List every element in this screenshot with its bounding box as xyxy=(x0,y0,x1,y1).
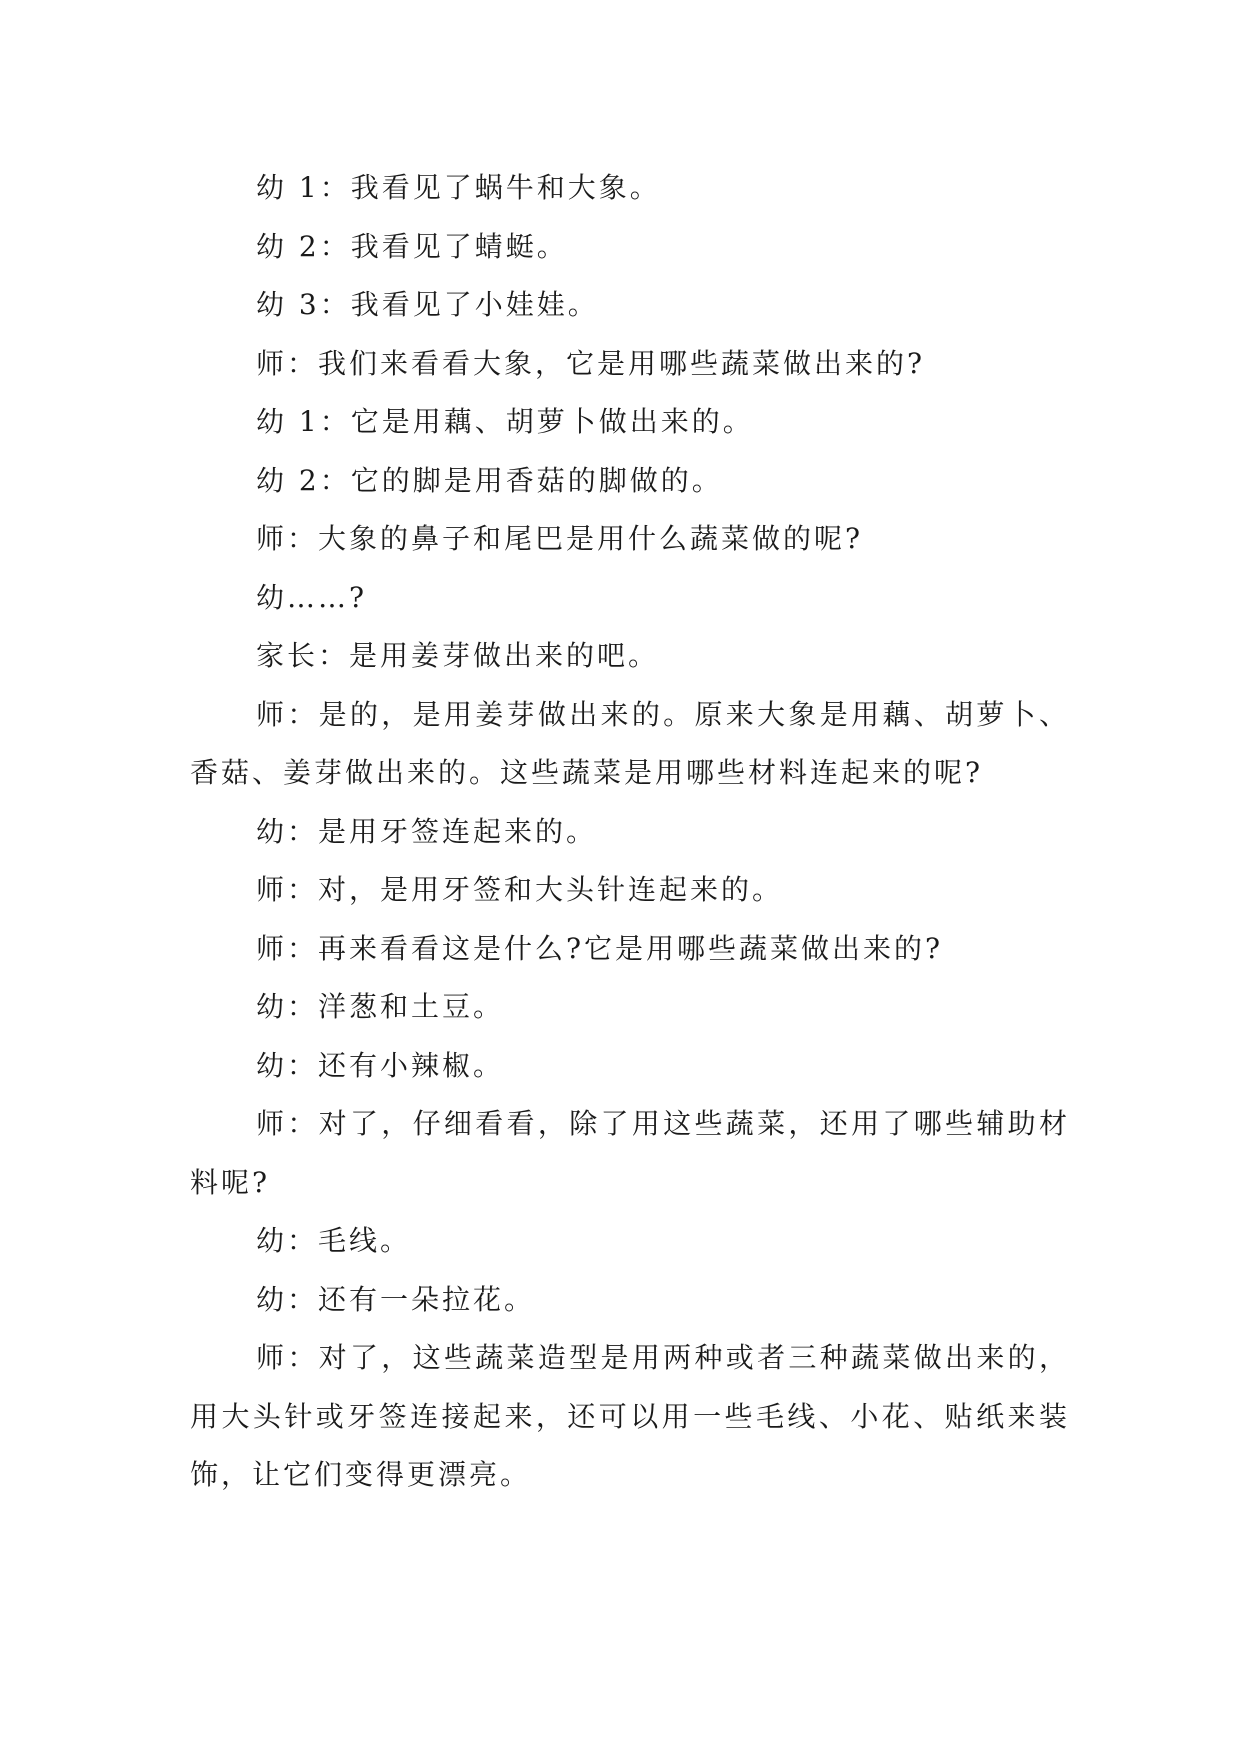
dialogue-line: 师：大象的鼻子和尾巴是用什么蔬菜做的呢? xyxy=(256,522,864,555)
dialogue-line: 幼：还有一朵拉花。 xyxy=(256,1282,536,1316)
dialogue-line: 师：对，是用牙签和大头针连起来的。 xyxy=(256,873,784,906)
dialogue-line: 师：对了，仔细看看，除了用这些蔬菜，还用了哪些辅助材料呢? xyxy=(190,1107,1070,1199)
document-body xyxy=(190,159,1070,1505)
dialogue-line: 幼：洋葱和土豆。 xyxy=(256,990,505,1023)
dialogue-line: 师：对了，这些蔬菜造型是用两种或者三种蔬菜做出来的，用大头针或牙签连接起来，还可以用一些毛线、小花、贴纸来装饰，让它们变得更漂亮。 xyxy=(190,1341,1070,1491)
dialogue-line: 幼 2：我看见了蜻蜓。 xyxy=(256,229,568,263)
dialogue-line: 幼：还有小辣椒。 xyxy=(256,1048,505,1082)
dialogue-line: 家长：是用姜芽做出来的吧。 xyxy=(256,639,660,672)
dialogue-line: 幼 1：我看见了蜗牛和大象。 xyxy=(256,171,661,204)
dialogue-line: 师：再来看看这是什么?它是用哪些蔬菜做出来的? xyxy=(256,931,944,965)
dialogue-line: 幼：是用牙签连起来的。 xyxy=(256,814,598,848)
dialogue-line: 幼 1：它是用藕、胡萝卜做出来的。 xyxy=(256,405,754,438)
dialogue-line: 幼：毛线。 xyxy=(256,1224,412,1257)
dialogue-line: 幼……? xyxy=(256,580,368,614)
dialogue-line: 幼 3：我看见了小娃娃。 xyxy=(256,288,599,321)
dialogue-line: 师：我们来看看大象，它是用哪些蔬菜做出来的? xyxy=(256,346,926,380)
dialogue-line: 幼 2：它的脚是用香菇的脚做的。 xyxy=(256,463,723,497)
dialogue-line: 师：是的，是用姜芽做出来的。原来大象是用藕、胡萝卜、香菇、姜芽做出来的。这些蔬菜是用哪些材料连起来的呢? xyxy=(190,697,1070,789)
